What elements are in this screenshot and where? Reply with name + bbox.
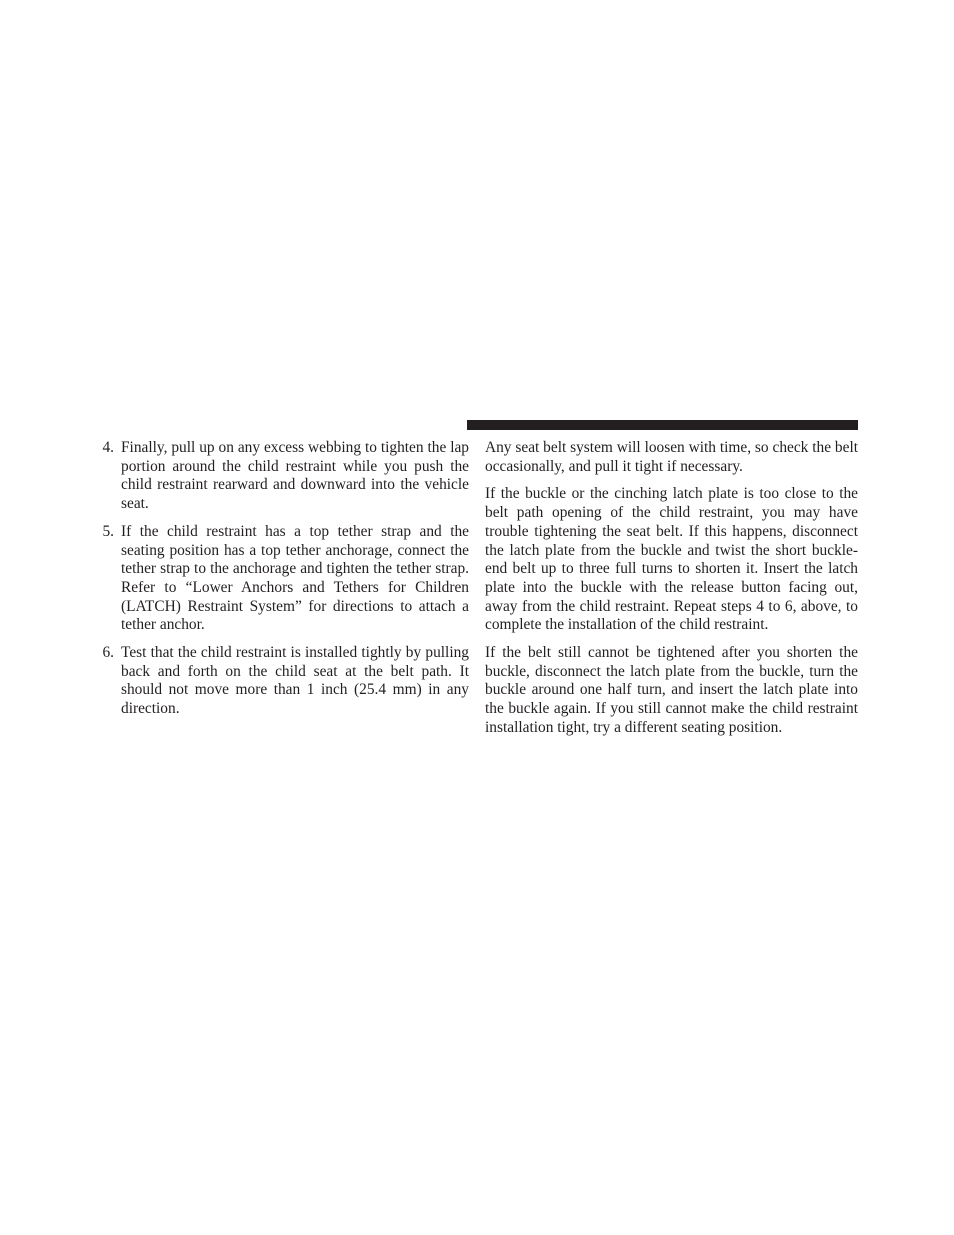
step-number: 6. [102, 644, 114, 662]
paragraph: If the buckle or the cinching latch plate is too close to the belt path opening of the child restraint, you may have trouble tightening the seat belt. If this happens, disconnect the latch plate from the buckle and twist the short buckle-end belt up to three full turns to shorten it. Insert the latch plate into the buckle with the release button facing out, away from the child restraint. Repeat steps 4 to 6, above, to complete the installation of the child restraint. [485, 485, 858, 634]
right-column [485, 439, 858, 747]
paragraph: If the belt still cannot be tightened after you shorten the buckle, disconnect the latch plate from the buckle, turn the buckle around one half turn, and insert the latch plate into the buckle again. If you still cannot make the child restraint installation tight, try a different seating position. [485, 644, 858, 736]
step-item [93, 644, 469, 719]
step-item [93, 439, 469, 514]
left-column [93, 439, 469, 728]
step-number: 4. [102, 439, 114, 456]
step-number: 5. [102, 522, 114, 540]
paragraph: Any seat belt system will loosen with time, so check the belt occasionally, and pull it tight if necessary. [485, 439, 858, 475]
step-text: Test that the child restraint is installed tightly by pulling back and forth on the child seat at the belt path. It should not move more than 1 inch (25.4 mm) in any direction. [121, 644, 469, 718]
step-item [93, 523, 469, 635]
section-header-rule [467, 420, 858, 430]
step-text: If the child restraint has a top tether strap and the seating position has a top tether anchorage, connect the tether strap to the anchorage and tighten the tether strap. Refer to “Lower Anchors and Tethers for Children (LATCH) Restraint System” for directions to attach a tether anchor. [121, 522, 469, 634]
step-text: Finally, pull up on any excess webbing to tighten the lap portion around the child restraint while you push the child restraint rearward and downward into the vehicle seat. [121, 439, 469, 513]
